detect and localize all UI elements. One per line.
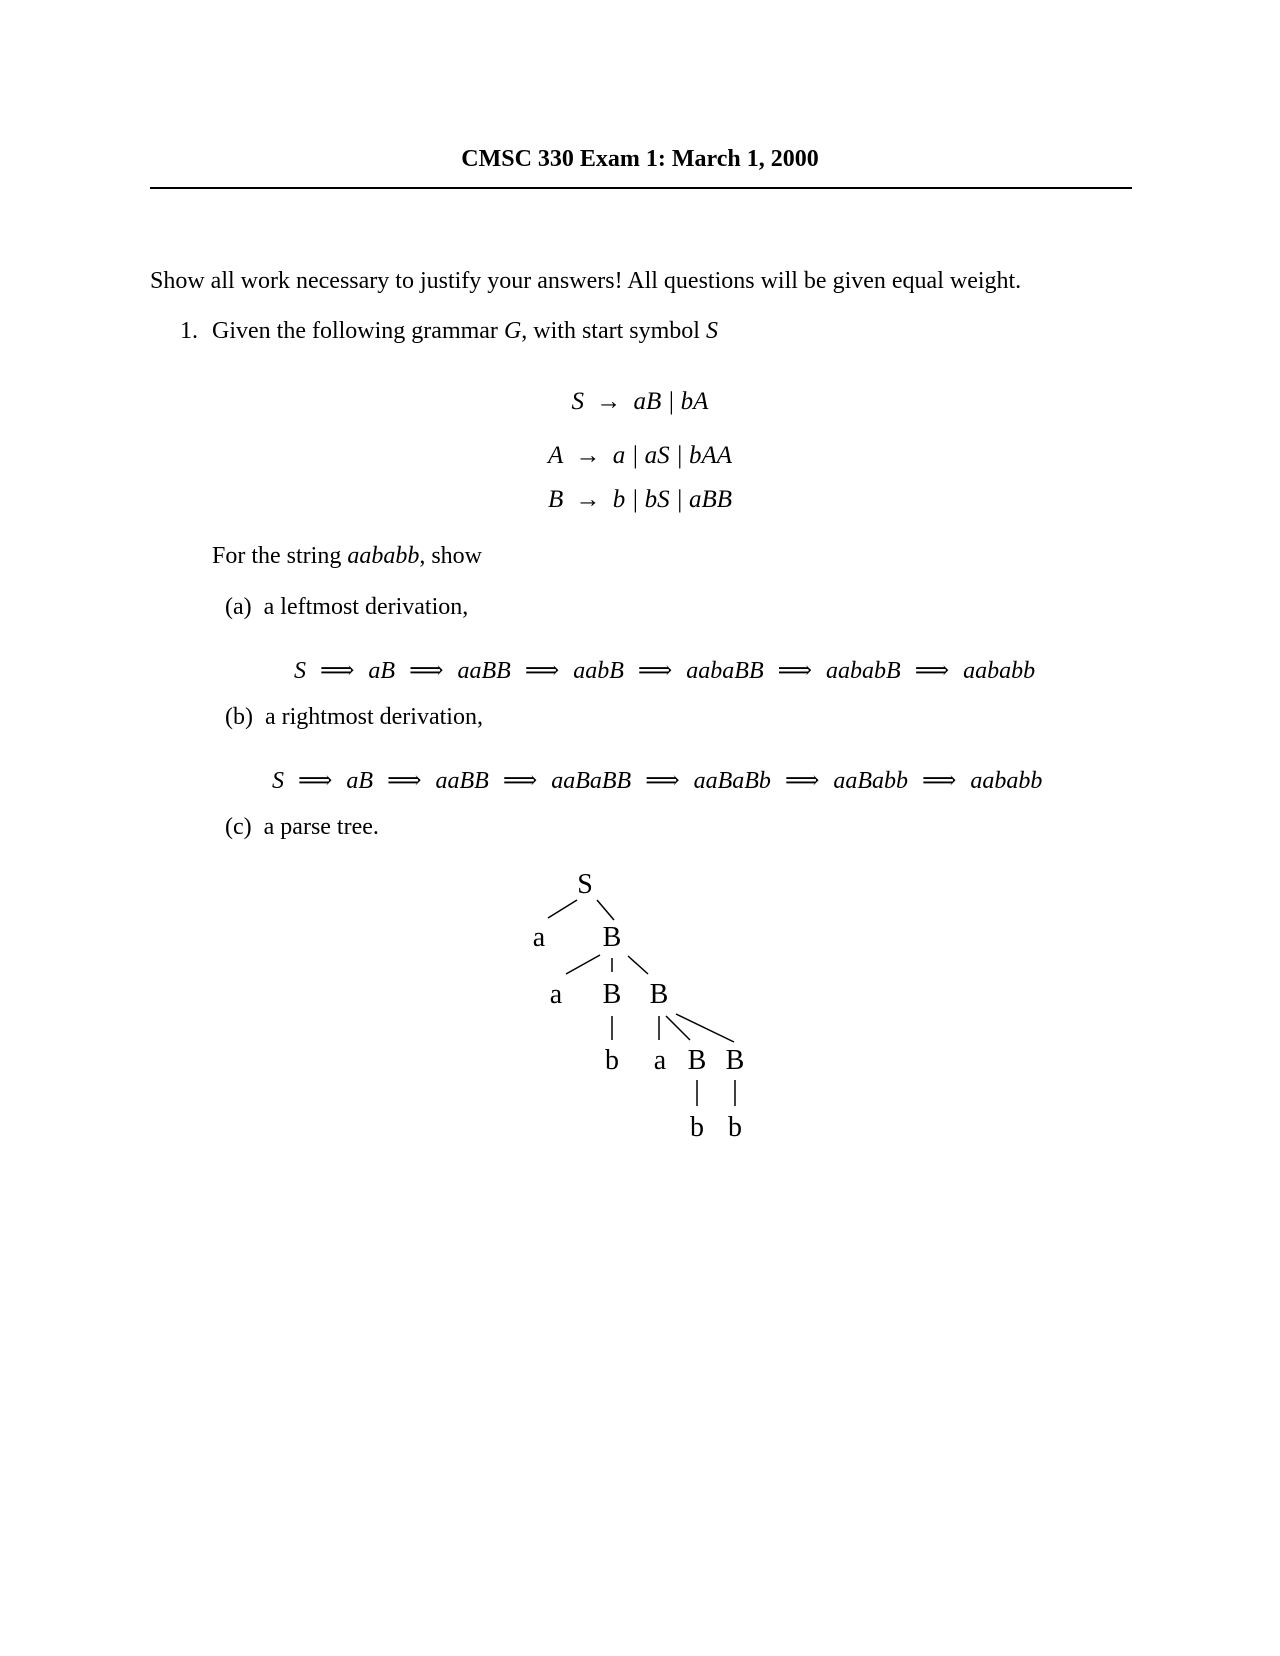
tree-node: b [690,1112,704,1143]
tree-node: B [602,922,622,953]
tree-edge [628,956,648,974]
derives-arrow: ⟹ [524,658,560,684]
derivation-step: aaBabb [833,768,909,794]
production-arrow: → [575,486,601,513]
part-label: (a) [225,594,252,620]
derives-arrow: ⟹ [777,658,813,684]
derives-arrow: ⟹ [409,658,444,684]
derivation-step: aaBB [457,658,511,684]
derivation-step: aababB [826,658,901,684]
rule-rhs: a | aS | bAA [612,442,733,469]
tree-node: B [649,979,669,1010]
part-text: a parse tree. [263,814,379,840]
derives-arrow: ⟹ [645,768,680,794]
tree-edge [597,900,614,920]
part-text: a rightmost derivation, [264,704,483,730]
derivation-step: S [272,768,284,794]
derives-arrow: ⟹ [320,658,355,684]
production-arrow: → [596,388,622,415]
derives-arrow: ⟹ [784,768,820,794]
tree-node: b [728,1112,742,1143]
rule-lhs: S [571,388,585,415]
derives-arrow: ⟹ [922,768,957,794]
tree-node: b [605,1045,619,1076]
grammar-var: G [503,318,522,344]
derivation-step: aababb [970,768,1043,794]
tree-node: B [602,979,622,1010]
instructions: Show all work necessary to justify your answers! All questions will be given equal weight. [150,268,1022,294]
derivation-step: aB [368,658,396,684]
question-number: 1. [180,318,198,344]
start-var: S [705,318,718,344]
rule-lhs: B [547,486,564,513]
derives-arrow: ⟹ [914,658,950,684]
part-text: a leftmost derivation, [263,594,469,620]
derives-arrow: ⟹ [637,658,673,684]
string-pre: For the string [212,543,342,569]
derivation-step: aaBB [435,768,489,794]
part-label: (c) [225,814,252,840]
derivation-step: aabaBB [686,658,764,684]
tree-edge [566,955,600,974]
prompt-pre: Given the following grammar [212,318,498,344]
tree-node: S [577,869,593,900]
prompt-mid: , with start symbol [521,318,700,344]
derivation-step: aaBaBB [551,768,632,794]
derivation-step: aababb [963,658,1036,684]
tree-node: B [725,1045,745,1076]
tree-node: a [532,922,546,953]
string-post: , show [419,543,482,569]
target-string: aababb [347,543,420,569]
production-arrow: → [575,442,601,469]
rule-lhs: A [547,442,564,469]
derivation-step: aaBaBb [693,768,771,794]
rule-rhs: aB | bA [633,388,709,415]
derivation-step: aabB [573,658,624,684]
tree-node: B [687,1045,707,1076]
derives-arrow: ⟹ [298,768,333,794]
tree-edge [548,900,577,918]
derivation-step: aB [346,768,374,794]
rule-rhs: b | bS | aBB [612,486,733,513]
derivation-step: S [294,658,306,684]
part-label: (b) [225,704,253,730]
tree-edges [548,900,735,1106]
tree-node: a [549,979,563,1010]
tree-node: a [653,1045,667,1076]
page-title: CMSC 330 Exam 1: March 1, 2000 [461,146,819,172]
derives-arrow: ⟹ [387,768,422,794]
derives-arrow: ⟹ [502,768,538,794]
tree-edge [676,1014,734,1042]
